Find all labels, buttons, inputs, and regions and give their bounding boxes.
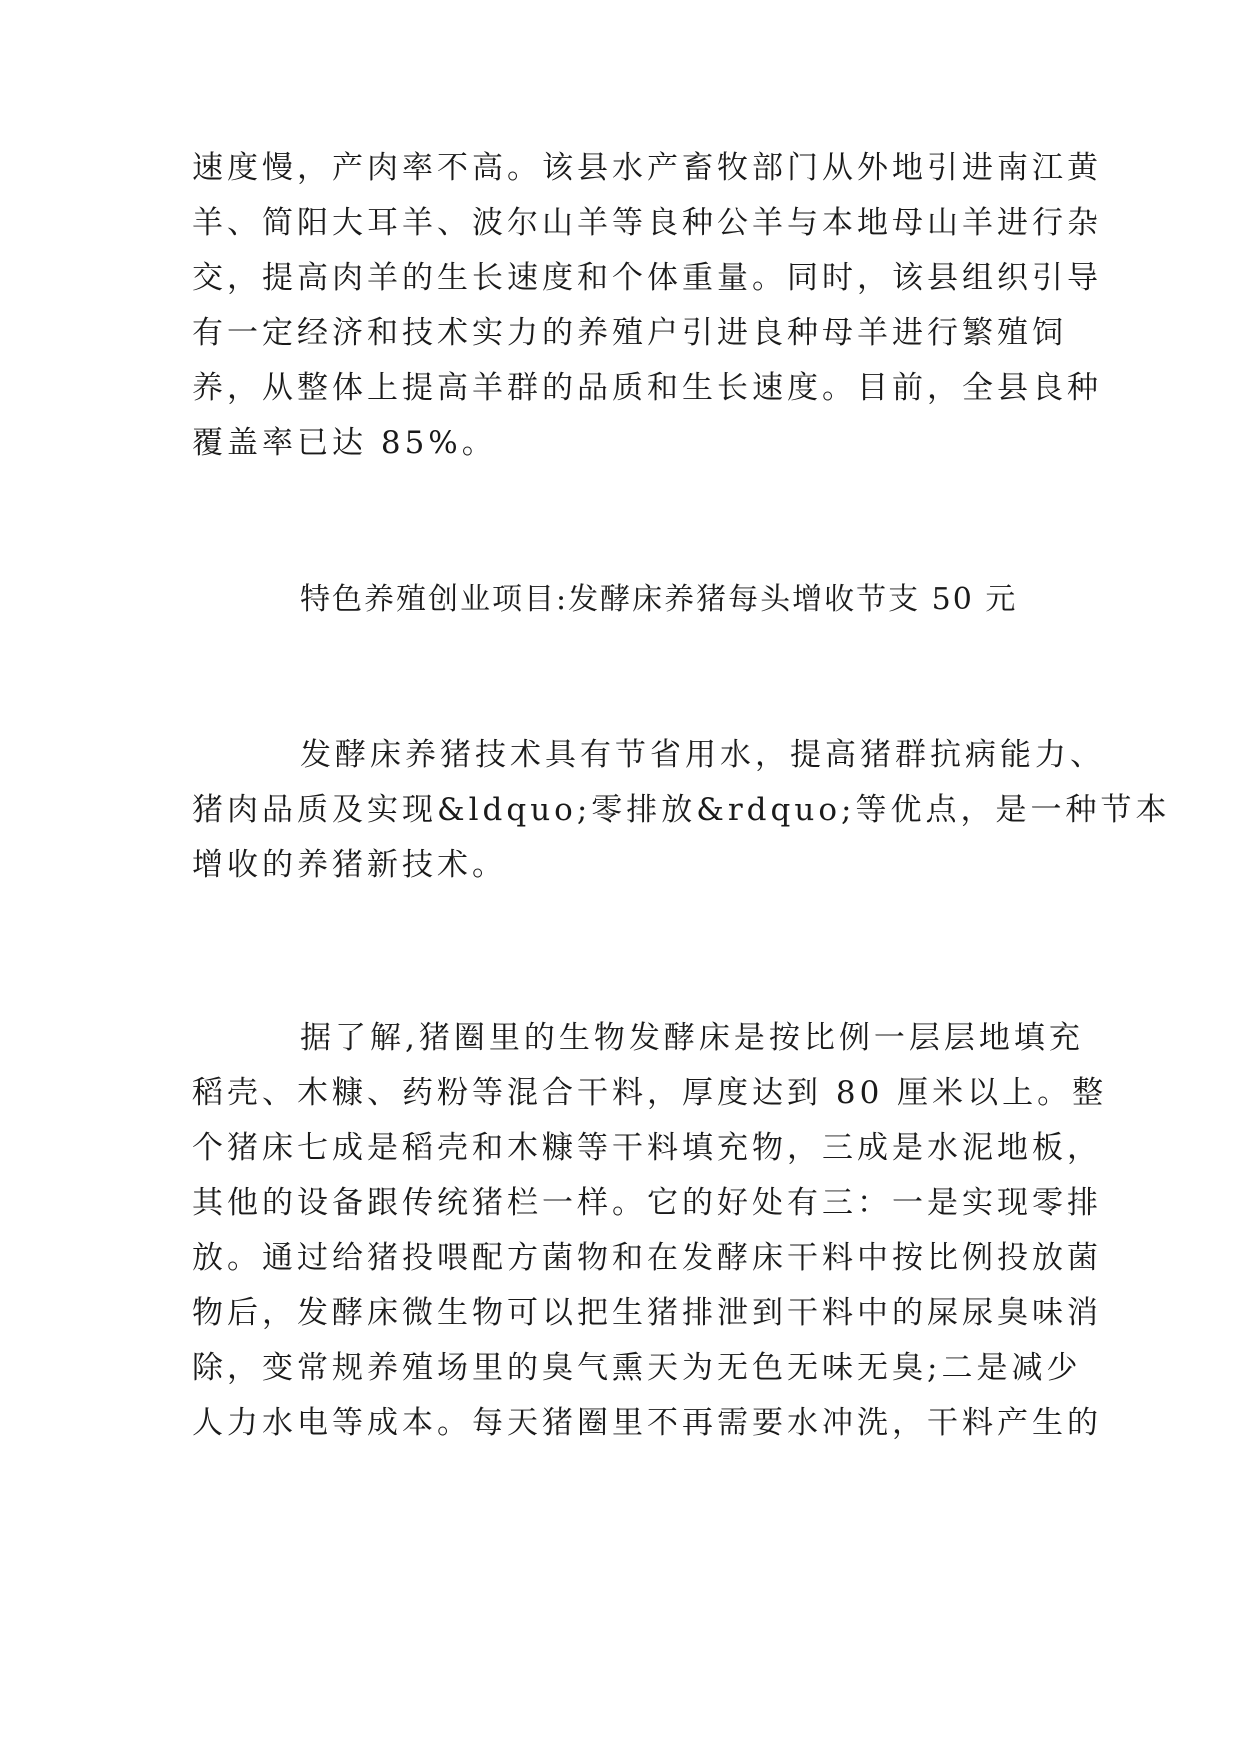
text-line: 交，提高肉羊的生长速度和个体重量。同时，该县组织引导 <box>192 260 1102 296</box>
text-line: 据了解,猪圈里的生物发酵床是按比例一层层地填充 <box>300 1020 1084 1056</box>
text-line: 养，从整体上提高羊群的品质和生长速度。目前，全县良种 <box>192 370 1102 406</box>
text-line: 其他的设备跟传统猪栏一样。它的好处有三：一是实现零排 <box>192 1185 1102 1221</box>
text-line: 放。通过给猪投喂配方菌物和在发酵床干料中按比例投放菌 <box>192 1240 1102 1276</box>
section-title: 特色养殖创业项目:发酵床养猪每头增收节支 50 元 <box>300 582 1018 617</box>
text-line: 除，变常规养殖场里的臭气熏天为无色无味无臭;二是减少 <box>192 1350 1082 1386</box>
text-line: 速度慢，产肉率不高。该县水产畜牧部门从外地引进南江黄 <box>192 150 1102 186</box>
text-line: 猪肉品质及实现&ldquo;零排放&rdquo;等优点，是一种节本 <box>192 792 1171 828</box>
text-line: 有一定经济和技术实力的养殖户引进良种母羊进行繁殖饲 <box>192 315 1067 351</box>
text-line: 发酵床养猪技术具有节省用水，提高猪群抗病能力、 <box>300 737 1105 773</box>
text-line: 人力水电等成本。每天猪圈里不再需要水冲洗，干料产生的 <box>192 1405 1102 1441</box>
text-line: 物后，发酵床微生物可以把生猪排泄到干料中的屎尿臭味消 <box>192 1295 1102 1331</box>
text-line: 个猪床七成是稻壳和木糠等干料填充物，三成是水泥地板， <box>192 1130 1102 1166</box>
text-line: 增收的养猪新技术。 <box>192 847 507 883</box>
text-line: 稻壳、木糠、药粉等混合干料，厚度达到 80 厘米以上。整 <box>192 1075 1108 1111</box>
text-line: 覆盖率已达 85%。 <box>192 425 497 461</box>
text-line: 羊、简阳大耳羊、波尔山羊等良种公羊与本地母山羊进行杂 <box>192 205 1102 241</box>
